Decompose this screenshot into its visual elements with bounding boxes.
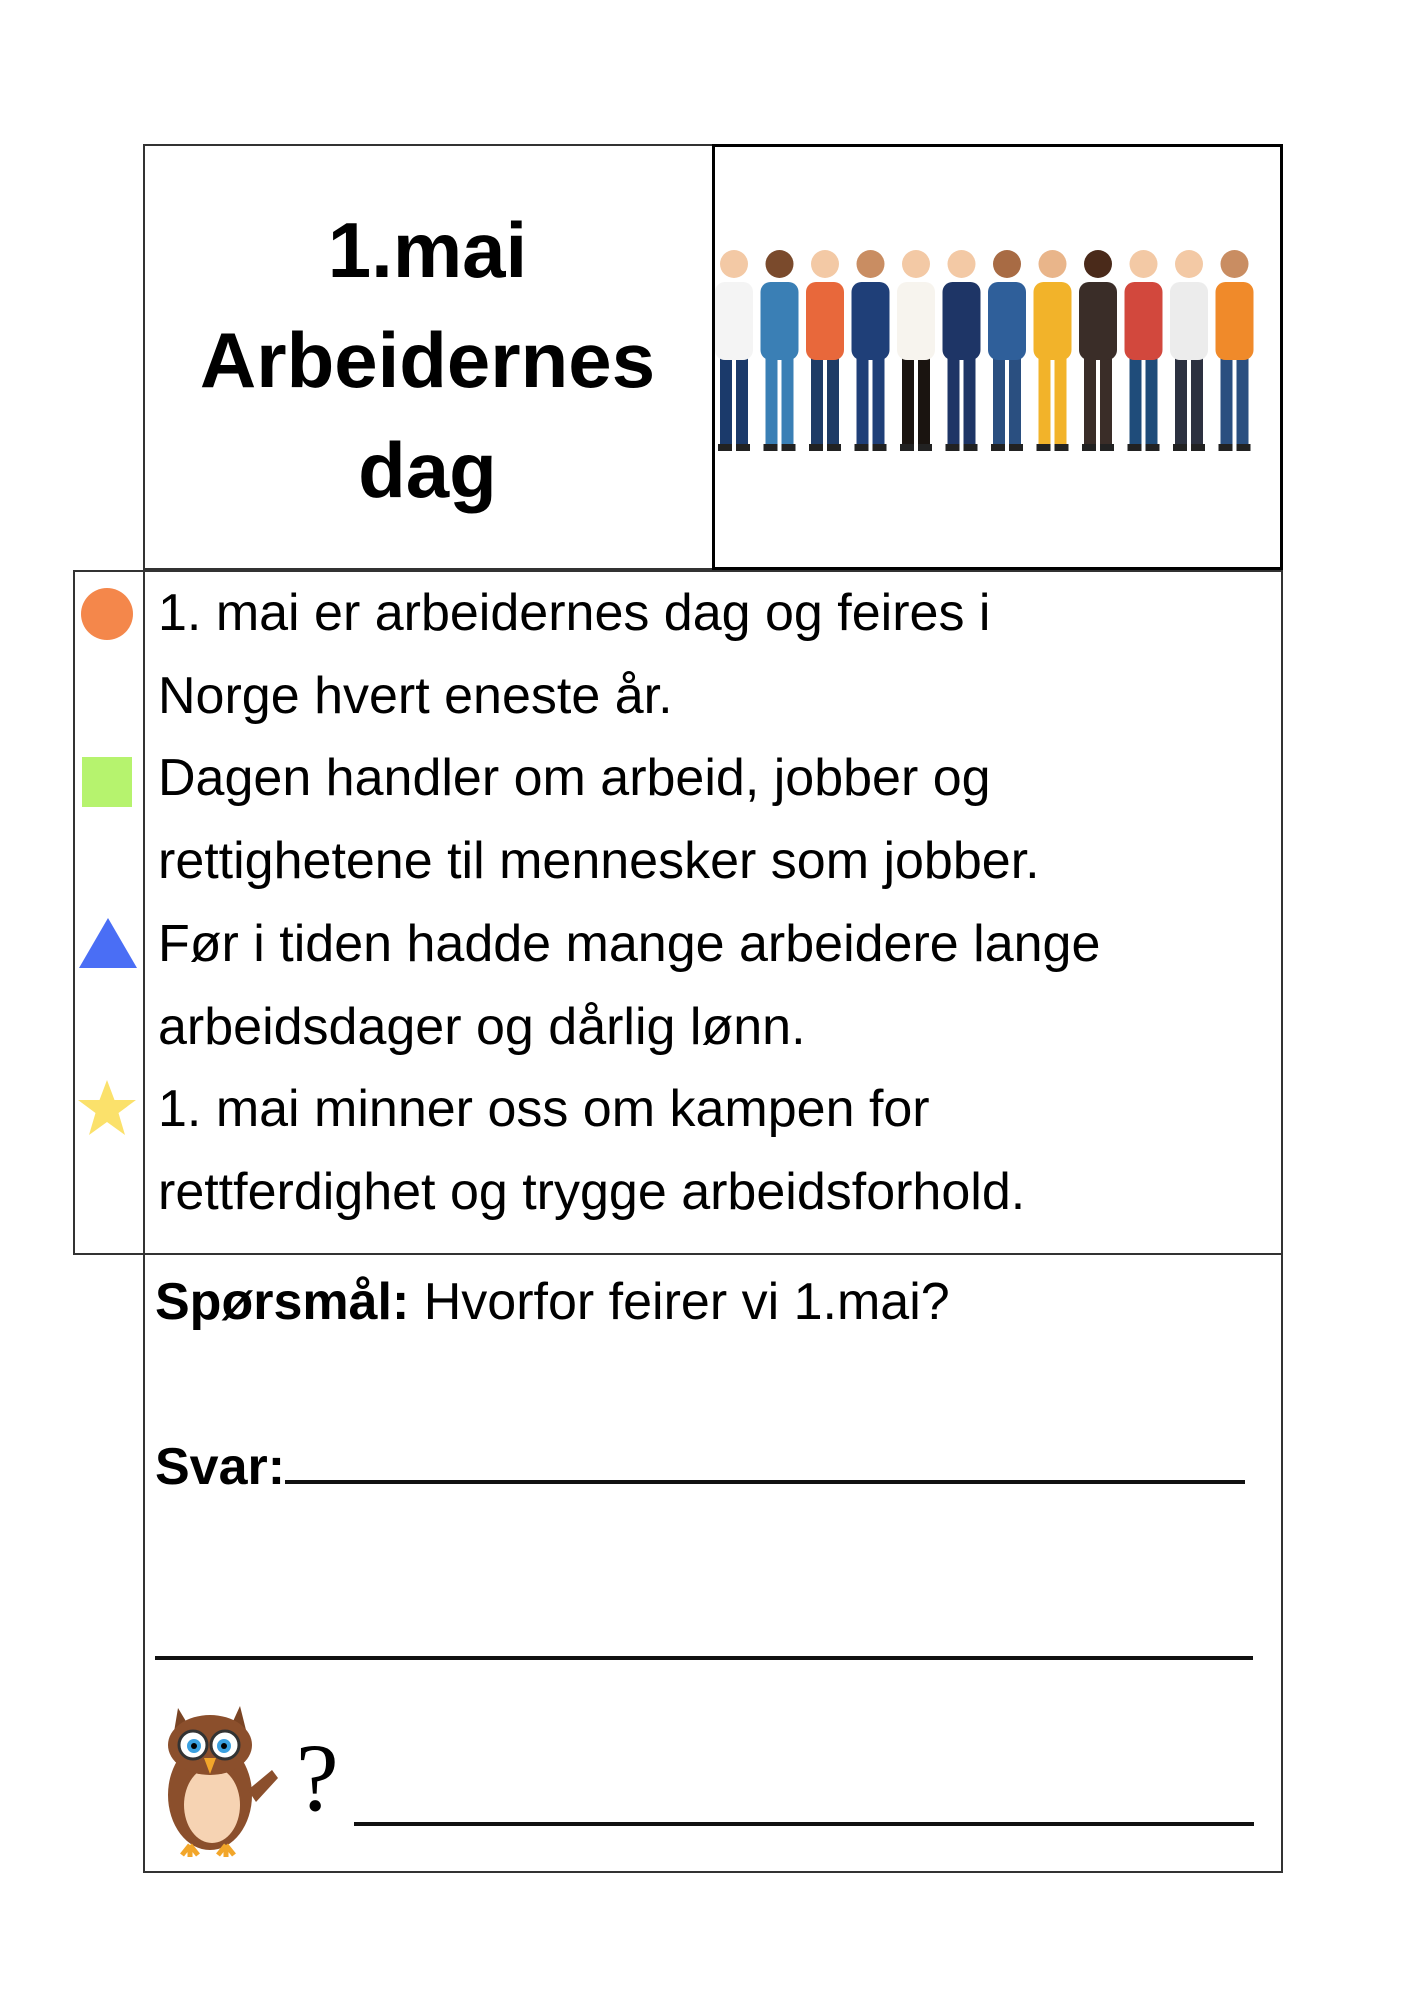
worker-figure: [1034, 250, 1072, 451]
text-line: arbeidsdager og dårlig lønn.: [158, 997, 806, 1056]
worker-figure: [1079, 250, 1117, 451]
question: [155, 1272, 950, 1332]
circle-icon: [80, 587, 134, 641]
triangle-icon: [79, 918, 137, 968]
answer-line-2[interactable]: [155, 1612, 1253, 1660]
text-line: rettighetene til mennesker som jobber.: [158, 832, 1040, 891]
answer-line-3[interactable]: [354, 1778, 1254, 1826]
worker-figure: [761, 250, 799, 451]
title-line: dag: [358, 426, 497, 514]
worker-figure: [852, 250, 890, 451]
answer-row: [155, 1436, 1245, 1497]
answer-line[interactable]: [285, 1436, 1245, 1484]
worker-figure: [1216, 250, 1254, 451]
title-line: Arbeidernes: [199, 316, 656, 404]
title-line: 1.mai: [327, 206, 528, 294]
worker-figure: [715, 250, 753, 451]
question-label: Spørsmål:: [155, 1273, 410, 1331]
answer-label: Svar:: [155, 1438, 286, 1496]
text-line: 1. mai minner oss om kampen for: [158, 1080, 930, 1139]
marker-column: [73, 570, 145, 1255]
worker-figure: [1170, 250, 1208, 451]
text-line: Norge hvert eneste år.: [158, 666, 673, 725]
star-icon: [76, 1078, 138, 1138]
worker-figure: [988, 250, 1026, 451]
square-icon: [82, 757, 132, 807]
question-text: Hvorfor feirer vi 1.mai?: [409, 1273, 950, 1331]
body-text: [158, 572, 1100, 1234]
text-line: Før i tiden hadde mange arbeidere lange: [158, 914, 1101, 973]
worker-figure: [943, 250, 981, 451]
worker-figure: [897, 250, 935, 451]
workers-illustration: [714, 240, 1280, 470]
question-mark: ?: [296, 1724, 339, 1831]
page-title: [143, 195, 712, 525]
worker-figure: [1125, 250, 1163, 451]
text-line: rettferdighet og trygge arbeidsforhold.: [158, 1162, 1026, 1221]
owl-icon: [160, 1700, 300, 1860]
text-line: Dagen handler om arbeid, jobber og: [158, 749, 991, 808]
text-line: 1. mai er arbeidernes dag og feires i: [158, 584, 991, 642]
worker-figure: [806, 250, 844, 451]
